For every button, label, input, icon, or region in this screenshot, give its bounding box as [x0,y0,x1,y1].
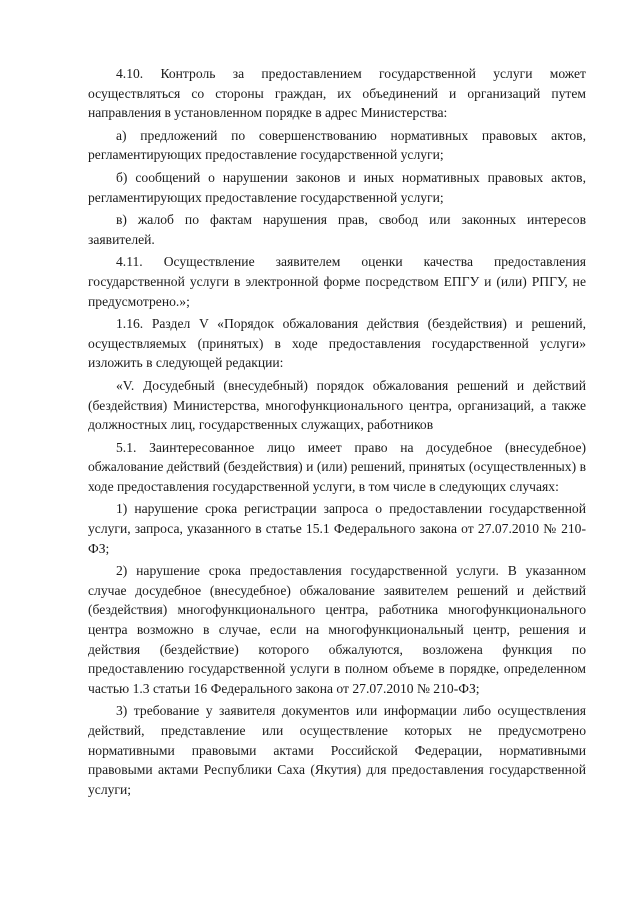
paragraph-4-10: 4.10. Контроль за предоставлением государственной услуги может осуществляться со стороны граждан, их объединений и организаций путем направления в установленном порядке в адрес Министерства: [88,66,586,121]
paragraph-case-2: 2) нарушение срока предоставления государственной услуги. В указанном случае досудебное (внесудебное) обжалование заявителем решений и действий (бездействия) многофункционального центра, работника многофункционального центра возможно в случае, если на многофункциональный центр, решения и действия (бездействие) которого обжалуются, возложена функция по предоставлению государственной услуги в полном объеме в порядке, определенном частью 1.3 статьи 16 Федерального закона от 27.07.2010 № 210-ФЗ; [88,563,586,696]
paragraph-case-3: 3) требование у заявителя документов или информации либо осуществления действий, представление или осуществление которых не предусмотрено нормативными правовыми актами Российской Федерации, нормативными правовыми актами Республики Саха (Якутия) для предоставления государственной услуги; [88,703,586,797]
paragraph-4-11: 4.11. Осуществление заявителем оценки качества предоставления государственной услуги в электронной форме посредством ЕПГУ и (или) РПГУ, не предусмотрено.»; [88,254,586,309]
paragraph-item-a: а) предложений по совершенствованию нормативных правовых актов, регламентирующих предоставление государственной услуги; [88,127,586,163]
paragraph-item-b: б) сообщений о нарушении законов и иных нормативных правовых актов, регламентирующих предоставление государственной услуги; [88,169,586,205]
paragraph-5-1: 5.1. Заинтересованное лицо имеет право на досудебное (внесудебное) обжалование действий (бездействия) и (или) решений, принятых (осуществленных) в ходе предоставления государственной услуги, в том числе в следующих случаях: [88,439,586,494]
paragraph-case-1: 1) нарушение срока регистрации запроса о предоставлении государственной услуги, запроса, указанного в статье 15.1 Федерального закона от 27.07.2010 № 210-ФЗ; [88,501,586,556]
paragraph-item-v: в) жалоб по фактам нарушения прав, свобод или законных интересов заявителей. [88,212,586,247]
document-body [88,64,586,799]
section-v-heading: «V. Досудебный (внесудебный) порядок обжалования решений и действий (бездействия) Министерства, многофункционального центра, организаций, а также должностных лиц, государственных служащих, работников [88,377,586,433]
paragraph-1-16: 1.16. Раздел V «Порядок обжалования действия (бездействия) и решений, осуществляемых (принятых) в ходе предоставления государственной услуги» изложить в следующей редакции: [88,316,586,371]
